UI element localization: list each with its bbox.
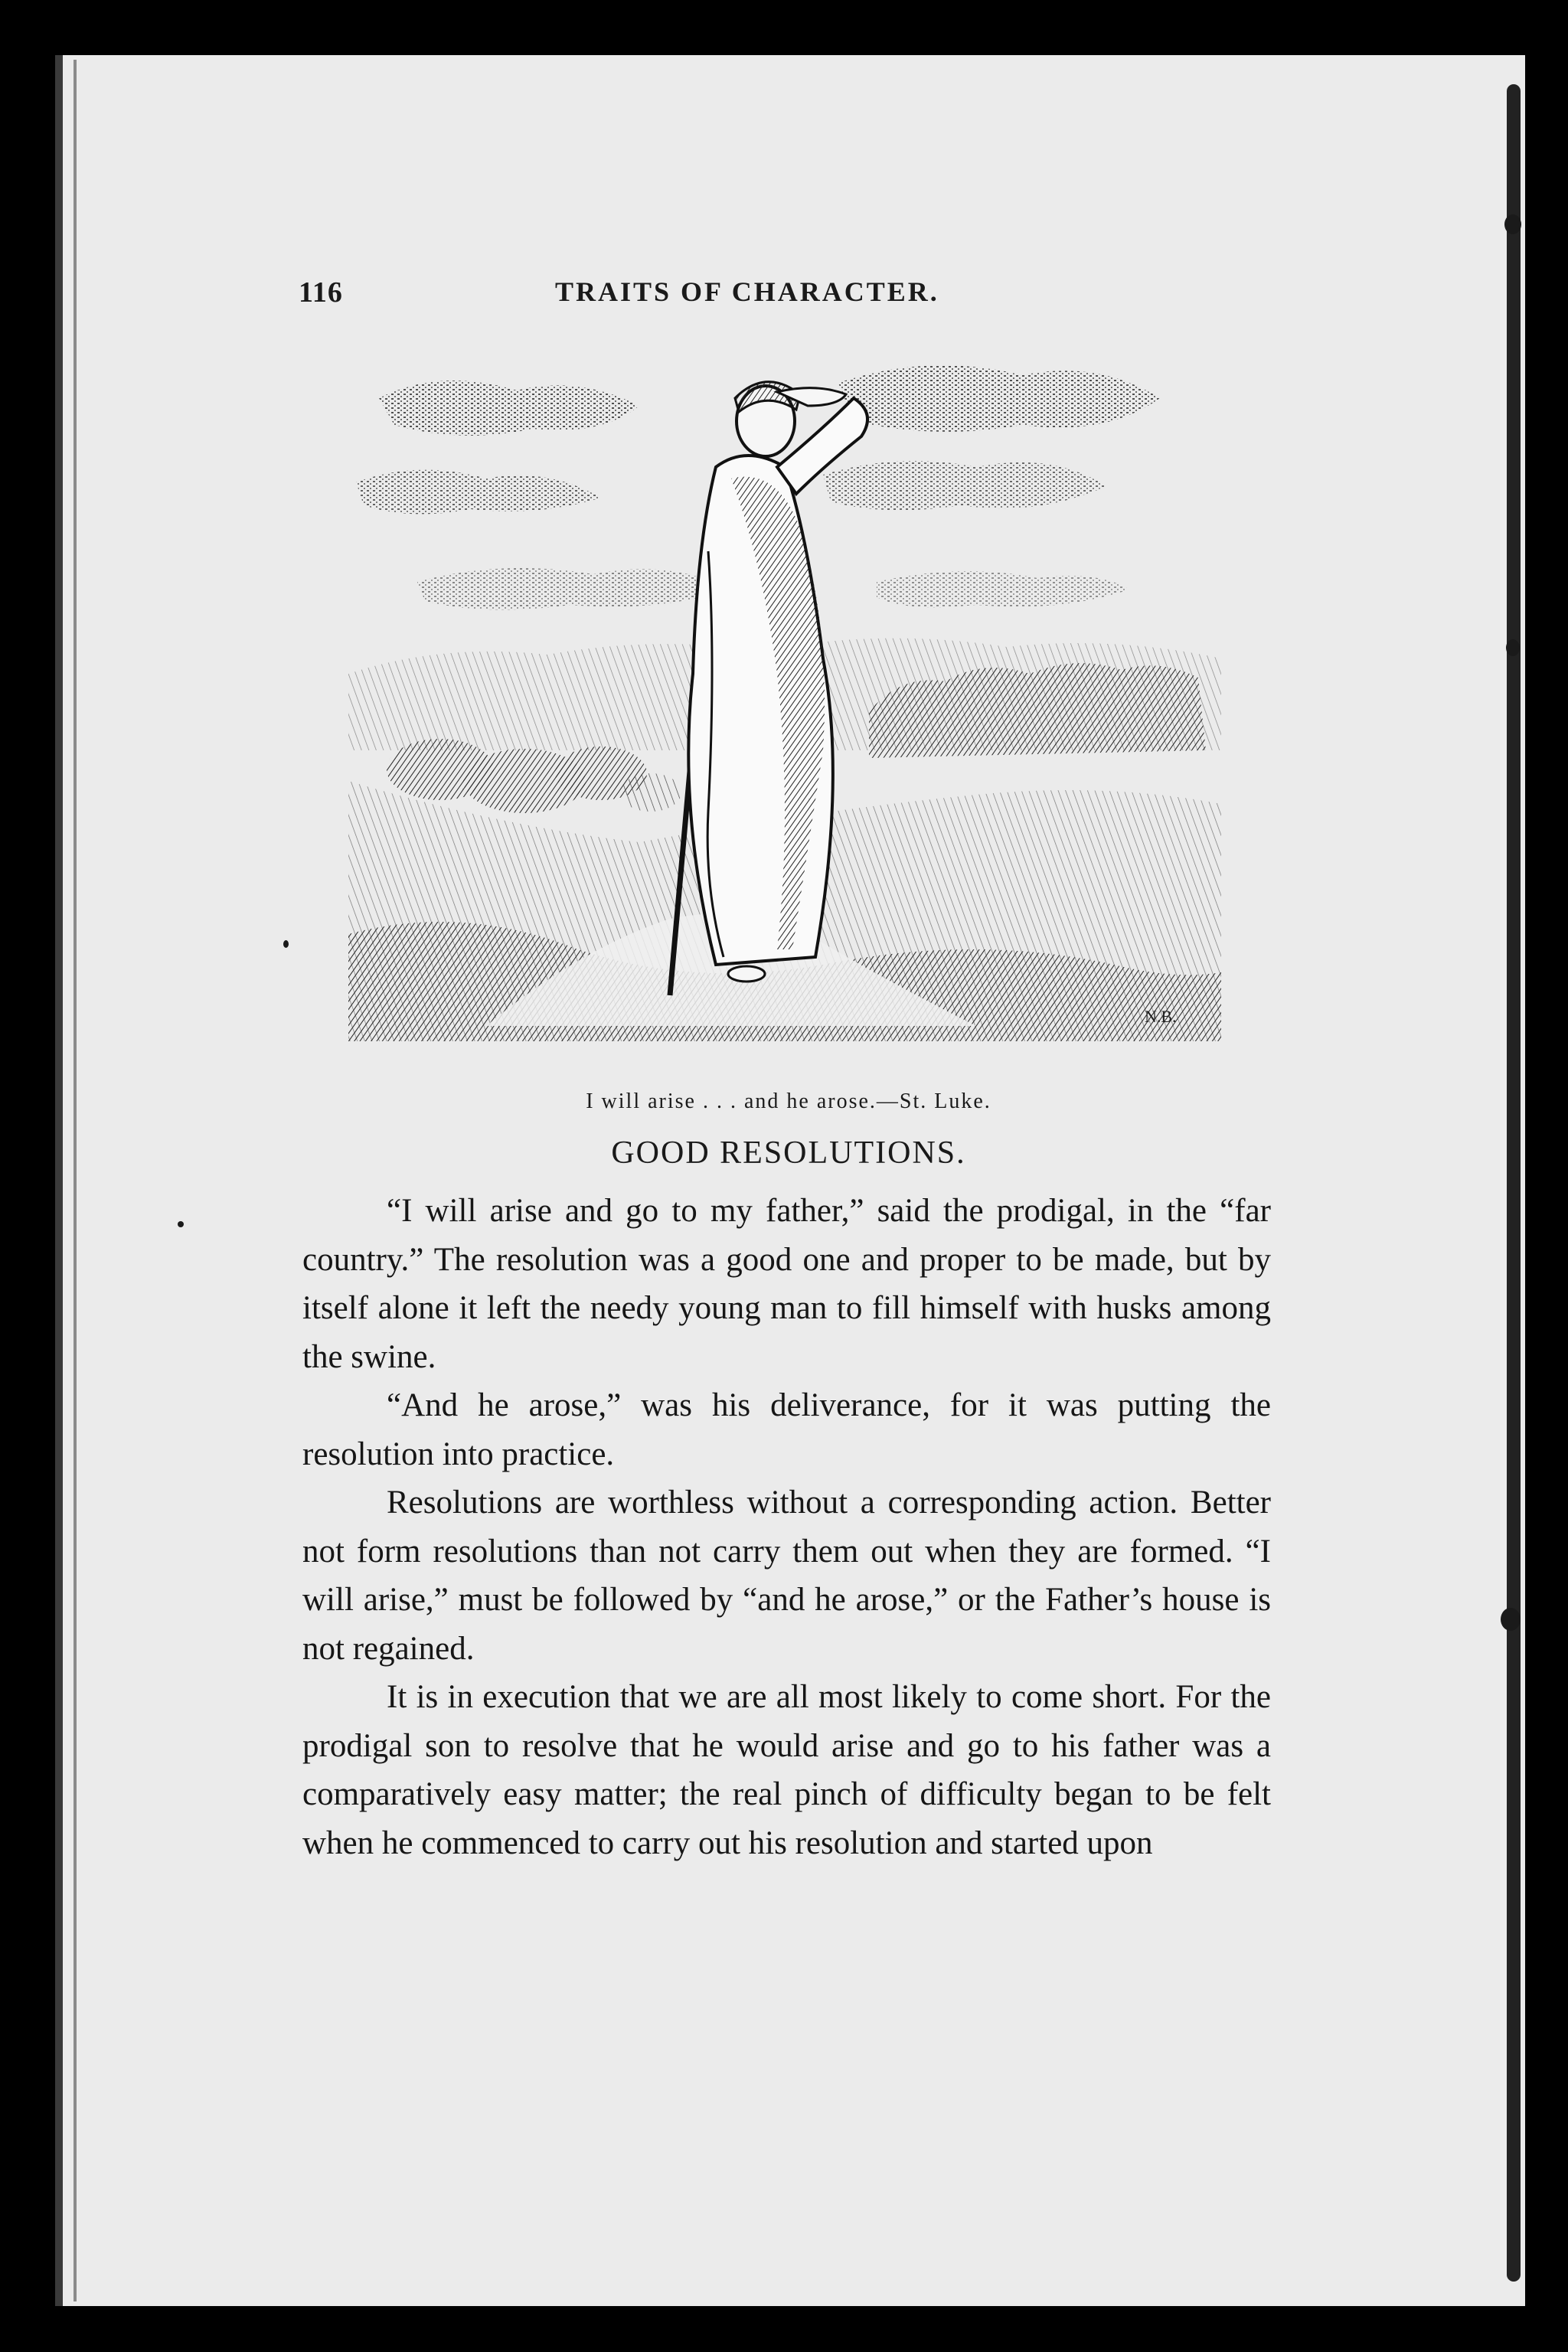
running-head: TRAITS OF CHARACTER. xyxy=(555,276,939,307)
body-text xyxy=(302,1187,1271,1867)
paragraph-1: “I will arise and go to my father,” said the prodigal, in the “far country.” The resolution was a good one and proper to be made, but by itself alone it left the needy young man to fill himself with husks among the swine. xyxy=(302,1193,1271,1375)
section-title: GOOD RESOLUTIONS. xyxy=(611,1135,966,1171)
page-binding-edge xyxy=(1507,84,1521,2282)
paragraph-3: Resolutions are worthless without a corresponding action. Better not form resolutions than not carry them out when they are formed. “I will arise,” must be followed by “and he arose,” or the Father’s house is not regained. xyxy=(302,1485,1271,1667)
prodigal-son-engraving xyxy=(348,352,1221,1041)
paragraph-4: It is in execution that we are all most likely to come short. For the prodigal son to resolve that he would arise and go to his father was a comparatively easy matter; the real pinch of difficulty began to be felt when he commenced to carry out his resolution and started upon xyxy=(302,1679,1271,1861)
paragraph-2: “And he arose,” was his deliverance, for it was putting the resolution into practice. xyxy=(302,1387,1271,1472)
scan-speck xyxy=(1501,1608,1521,1631)
scan-speck xyxy=(283,940,289,948)
scan-speck xyxy=(178,1221,184,1227)
scan-speck xyxy=(1504,214,1521,234)
page-number: 116 xyxy=(299,276,343,309)
page-header xyxy=(299,276,1064,314)
engraver-signature: N.B. xyxy=(1145,1007,1177,1026)
illustration-caption: I will arise . . . and he arose.—St. Luke. xyxy=(586,1089,991,1113)
scan-speck xyxy=(1506,639,1520,656)
